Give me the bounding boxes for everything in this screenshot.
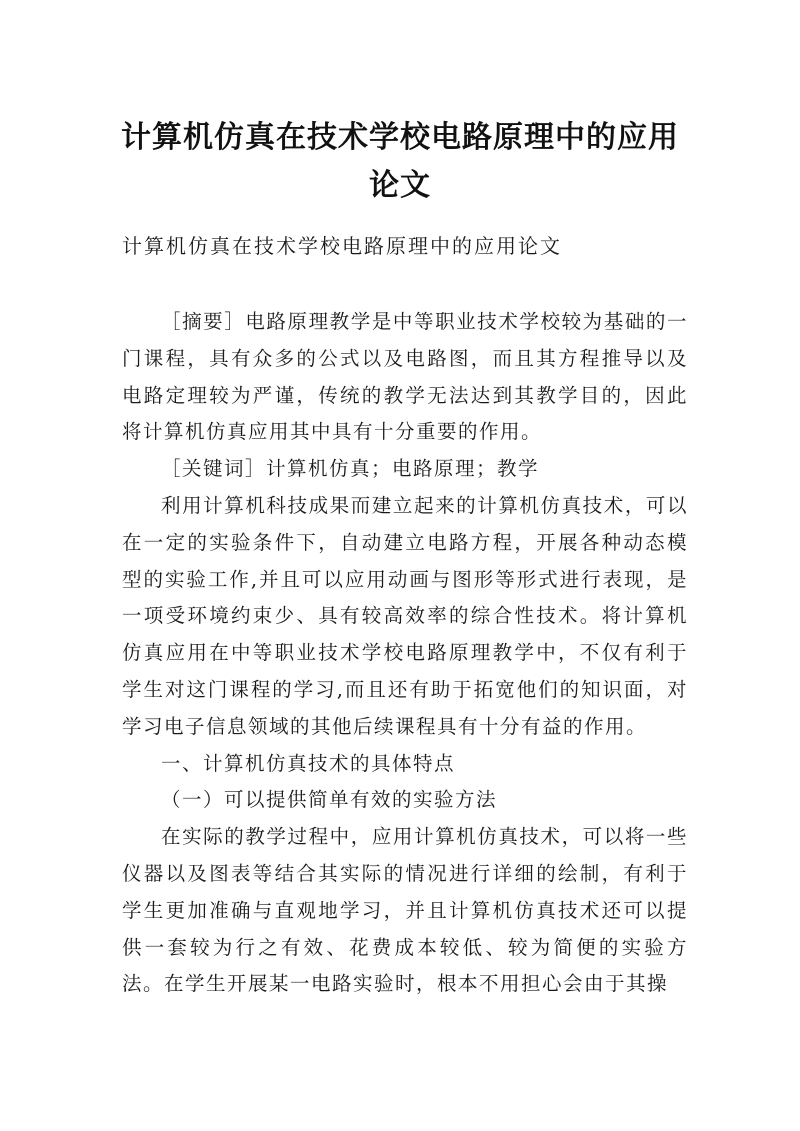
document-title-line1: 计算机仿真在技术学校电路原理中的应用 [121,120,679,156]
abstract-paragraph: ［摘要］电路原理教学是中等职业技术学校较为基础的一门课程，具有众多的公式以及电路图，而且其方程推导以及电路定理较为严谨，传统的教学无法达到其教学目的，因此将计算机仿真应用其中具有十分重要的作用。 [122,310,688,444]
section-heading: 一、计算机仿真技术的具体特点 [161,751,456,775]
body-paragraph: 在实际的教学过程中，应用计算机仿真技术，可以将一些仪器以及图表等结合其实际的情况进行详细的绘制，有利于学生更加准确与直观地学习，并且计算机仿真技术还可以提供一套较为行之有效、花费成本较低、较为简便的实验方法。在学生开展某一电路实验时，根本不用担心会由于其操 [122,825,688,996]
intro-paragraph: 利用计算机科技成果而建立起来的计算机仿真技术，可以在一定的实验条件下，自动建立电路方程，开展各种动态模型的实验工作,并且可以应用动画与图形等形式进行表现，是一项受环境约束少、具有较高效率的综合性技术。将计算机仿真应用在中等职业技术学校电路原理教学中，不仅有利于学生对这门课程的学习,而且还有助于拓宽他们的知识面，对学习电子信息领域的其他后续课程具有十分有益的作用。 [122,493,688,738]
document-title [100,114,700,210]
keywords-paragraph: ［关键词］计算机仿真；电路原理；教学 [161,457,540,481]
document-body [122,304,688,1003]
document-subtitle: 计算机仿真在技术学校电路原理中的应用论文 [122,234,562,258]
document-title-line2: 论文 [369,168,431,204]
subsection-heading: （一）可以提供简单有效的实验方法 [161,788,498,812]
